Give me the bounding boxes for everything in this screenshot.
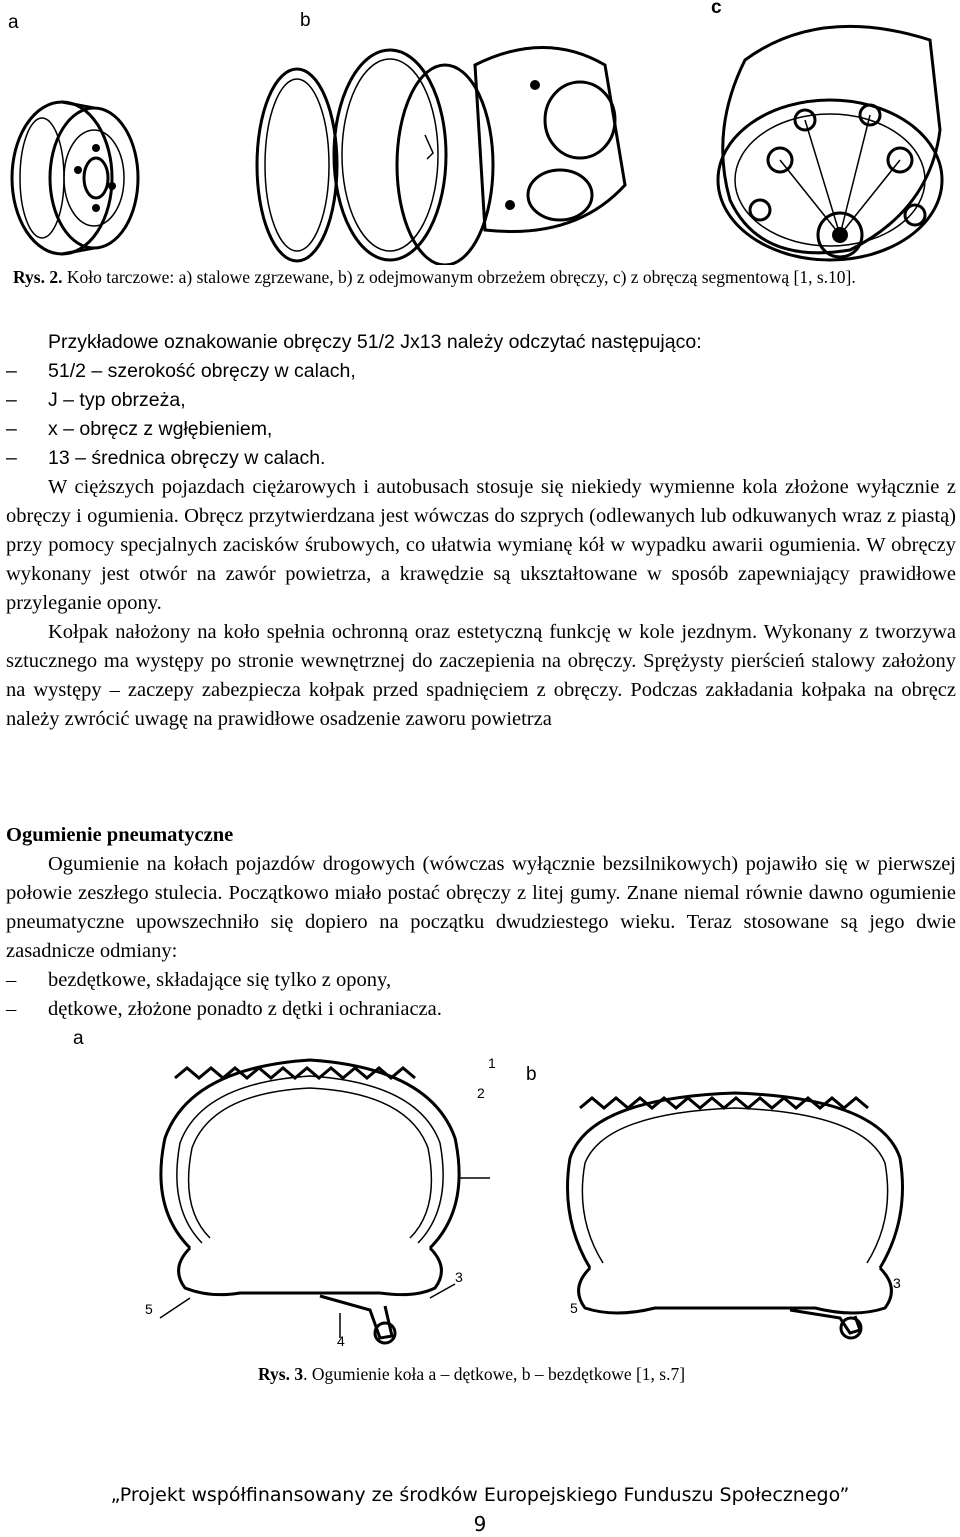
list-item: – x – obręcz z wgłębieniem, bbox=[6, 415, 956, 444]
list-item: – bezdętkowe, składające się tylko z opony, bbox=[6, 966, 956, 995]
callout-2: 2 bbox=[477, 1085, 485, 1101]
figure-caption-text: Koło tarczowe: a) stalowe zgrzewane, b) z odejmowanym obrzeżem obręczy, c) z obręczą segmentową [1, s.10]. bbox=[62, 267, 856, 287]
rim-marking-block bbox=[6, 328, 956, 473]
rim-paragraphs bbox=[6, 473, 956, 734]
list-item: – J – typ obrzeża, bbox=[6, 386, 956, 415]
paragraph-tyre-history: Ogumienie na kołach pojazdów drogowych (wówczas wyłącznie bezsilnikowych) pojawiło się w pierwszej połowie zeszłego stulecia. Początkowo miało postać obręczy z litej gumy. Znane niemal równie dawno ogumienie pneumatyczne upowszechniło się dopiero na początku dwudziestego wieku. Teraz stosowane są jego dwie zasadnicze odmiany: bbox=[6, 853, 956, 962]
callout-3: 3 bbox=[455, 1269, 463, 1285]
figure-number: Rys. 3 bbox=[258, 1364, 304, 1384]
figure-number: Rys. 2. bbox=[13, 267, 63, 287]
tyre-illustration-tubeless bbox=[555, 1068, 915, 1348]
figure-label-a: a bbox=[8, 12, 19, 33]
figure-tyres bbox=[0, 1028, 960, 1358]
figure-caption-text: . Ogumienie koła a – dętkowe, b – bezdętkowe [1, s.7] bbox=[303, 1364, 686, 1384]
page-number: 9 bbox=[473, 1512, 487, 1536]
paragraph-hubcap: Kołpak nałożony na koło spełnia ochronną oraz estetyczną funkcję w kole jezdnym. Wykonany z tworzywa sztucznego ma występy po stronie wewnętrznej do zaczepienia na obręczy. Sprężysty pierścień stalowy założony na występy – zaczepy zabezpiecza kołpak przed spadnięciem z obręczy. Podczas zakładania kołpaka na obręcz należy zwrócić uwagę na prawidłowe osadzenie zaworu powietrza bbox=[6, 621, 956, 730]
paragraph-interchangeable-wheels: W cięższych pojazdach ciężarowych i autobusach stosuje się niekiedy wymienne kola złożone wyłącznie z obręczy i ogumienia. Obręcz przytwierdzana jest wówczas do szprych (odlewanych lub odkuwanych wraz z piastą) przy pomocy specjalnych zacisków śrubowych, co ułatwia wymianę kół w wypadku awarii ogumienia. W obręczy wykonany jest otwór na zawór powietrza, a krawędzie są ukształtowane w sposób zapewniający prawidłowe przyleganie opony. bbox=[6, 476, 956, 614]
callout-1: 1 bbox=[488, 1055, 496, 1071]
figure-label-b: b bbox=[300, 10, 311, 31]
figure-label-b: b bbox=[526, 1064, 537, 1085]
wheel-illustration-c bbox=[700, 10, 950, 265]
wheel-illustration-a bbox=[4, 90, 144, 260]
section-heading: Ogumienie pneumatyczne bbox=[6, 824, 234, 846]
figure-caption-wheels bbox=[13, 267, 856, 288]
figure-caption-tyres bbox=[258, 1364, 685, 1385]
callout-4: 4 bbox=[337, 1333, 345, 1349]
rim-marking-intro: Przykładowe oznakowanie obręczy 51/2 Jx13 należy odczytać następująco: bbox=[48, 331, 702, 353]
wheel-illustration-b bbox=[245, 25, 665, 265]
rim-marking-list bbox=[6, 357, 956, 473]
callout-5: 5 bbox=[570, 1300, 578, 1316]
figure-wheels bbox=[0, 0, 960, 265]
figure-label-c: c bbox=[711, 0, 722, 18]
list-item: – 51/2 – szerokość obręczy w calach, bbox=[6, 357, 956, 386]
footer-project-note: „Projekt współfinansowany ze środków Europejskiego Funduszu Społecznego” bbox=[110, 1484, 850, 1506]
list-item: – 13 – średnica obręczy w calach. bbox=[6, 444, 956, 473]
figure-label-a: a bbox=[73, 1028, 84, 1049]
tyre-illustration-tube bbox=[130, 1048, 490, 1358]
callout-5: 5 bbox=[145, 1301, 153, 1317]
list-item: – dętkowe, złożone ponadto z dętki i ochraniacza. bbox=[6, 995, 956, 1024]
section-pneumatic-tyres bbox=[6, 821, 956, 1024]
tyre-types-list bbox=[6, 966, 956, 1024]
callout-3: 3 bbox=[893, 1275, 901, 1291]
